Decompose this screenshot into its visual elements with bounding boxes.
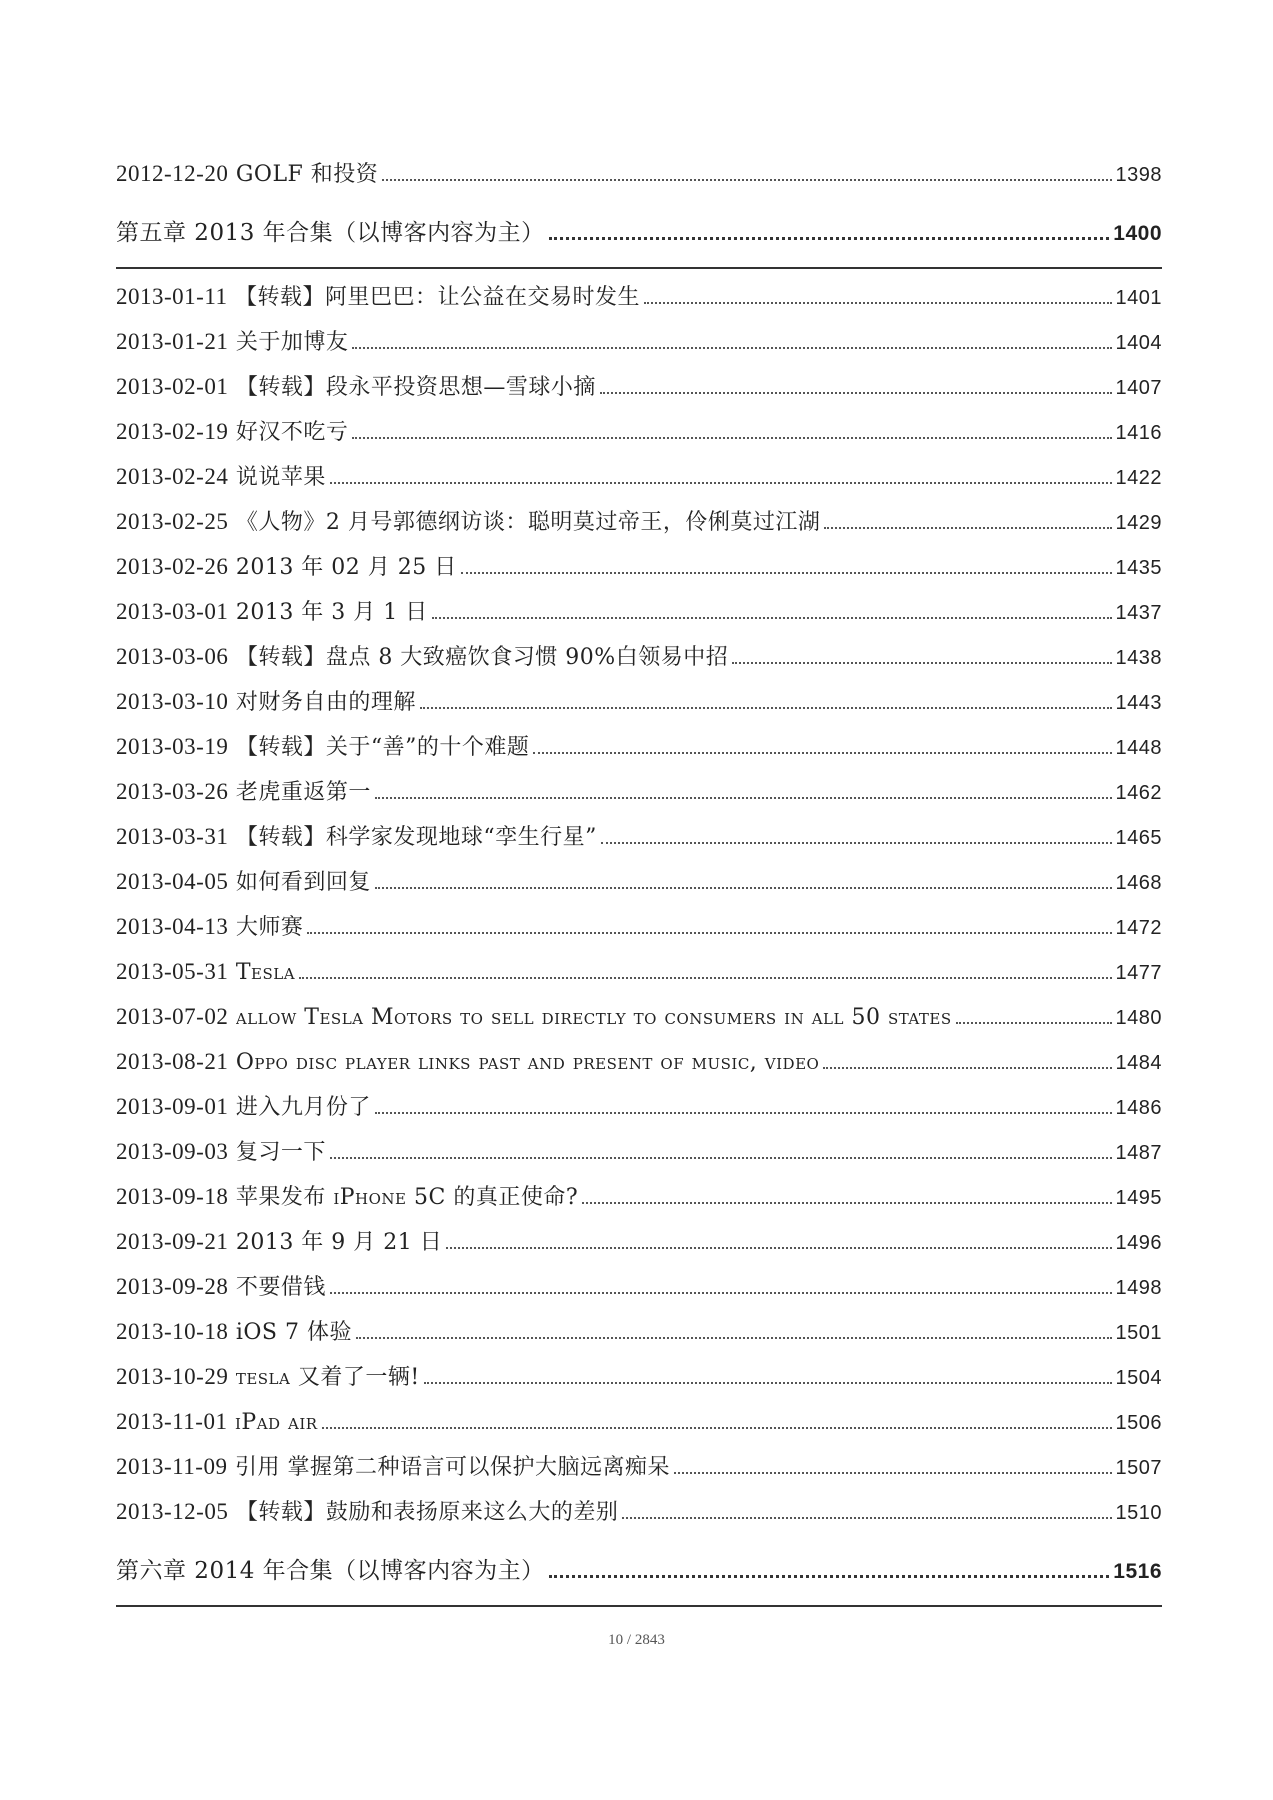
toc-entry[interactable] xyxy=(116,1363,1162,1408)
toc-entry-date: 2013-04-13 xyxy=(116,914,229,939)
toc-dot-leader xyxy=(644,302,1112,304)
toc-page-number: 1495 xyxy=(1115,1187,1162,1209)
toc-dot-leader xyxy=(823,1067,1111,1069)
toc-dot-leader xyxy=(330,1157,1112,1159)
toc-page-number: 1435 xyxy=(1115,557,1162,579)
toc-chapter-title: 第五章 2013 年合集（以博客内容为主） xyxy=(116,220,545,246)
toc-dot-leader xyxy=(375,797,1112,799)
toc-page-number: 1401 xyxy=(1115,287,1162,309)
toc-entry-date: 2013-09-28 xyxy=(116,1274,229,1299)
toc-entry-date: 2013-02-24 xyxy=(116,464,229,489)
toc-entry[interactable] xyxy=(116,1318,1162,1363)
toc-dot-leader xyxy=(549,237,1110,240)
toc-entry-date: 2013-03-19 xyxy=(116,734,229,759)
toc-entry-spacer xyxy=(228,644,236,672)
toc-entry-spacer xyxy=(228,914,236,942)
toc-entry-date: 2013-03-01 xyxy=(116,599,229,624)
toc-page-number: 1484 xyxy=(1115,1052,1162,1074)
toc-entry[interactable] xyxy=(116,418,1162,463)
toc-entry-title: 《人物》2 月号郭德纲访谈：聪明莫过帝王，伶俐莫过江湖 xyxy=(235,510,821,535)
toc-entry-title: 【转载】科学家发现地球“孪生行星” xyxy=(235,825,597,850)
toc-page-number: 1507 xyxy=(1115,1457,1162,1479)
toc-entry-date: 2013-09-21 xyxy=(116,1229,229,1254)
toc-dot-leader xyxy=(299,977,1111,979)
toc-entry-spacer xyxy=(227,1454,235,1482)
toc-chapter-heading[interactable] xyxy=(116,219,1162,269)
toc-page-number: 1498 xyxy=(1115,1277,1162,1299)
toc-chapter-heading[interactable] xyxy=(116,1557,1162,1607)
table-of-contents xyxy=(116,160,1162,1621)
toc-page-number: 1429 xyxy=(1115,512,1162,534)
toc-entry-date: 2013-02-01 xyxy=(116,374,229,399)
toc-dot-leader xyxy=(420,707,1112,709)
toc-page-number: 1448 xyxy=(1115,737,1162,759)
toc-dot-leader xyxy=(461,572,1112,574)
toc-entry-title: 如何看到回复 xyxy=(235,870,371,895)
toc-entry-spacer xyxy=(228,869,236,897)
toc-entry[interactable] xyxy=(116,373,1162,418)
toc-entry-date: 2013-05-31 xyxy=(116,959,229,984)
toc-entry-title: Oppo disc player links past and present of music, video xyxy=(235,1050,820,1075)
toc-page-number: 1462 xyxy=(1115,782,1162,804)
toc-entry-title: iOS 7 体验 xyxy=(235,1320,352,1345)
toc-entry-spacer xyxy=(228,1364,236,1392)
toc-dot-leader xyxy=(549,1575,1110,1578)
toc-entry-title: GOLF 和投资 xyxy=(235,162,379,187)
toc-chapter-title: 第六章 2014 年合集（以博客内容为主） xyxy=(116,1558,545,1584)
toc-entry-spacer xyxy=(227,1409,235,1437)
toc-entry-date: 2013-09-01 xyxy=(116,1094,229,1119)
toc-entry[interactable] xyxy=(116,958,1162,1003)
toc-entry-spacer xyxy=(228,419,236,447)
toc-entry[interactable] xyxy=(116,1273,1162,1318)
toc-entry-title: 苹果发布 iPhone 5C 的真正使命? xyxy=(235,1185,579,1210)
toc-dot-leader xyxy=(432,617,1112,619)
toc-entry-spacer xyxy=(228,374,236,402)
toc-entry[interactable] xyxy=(116,1048,1162,1093)
toc-page-number: 1407 xyxy=(1115,377,1162,399)
toc-entry[interactable] xyxy=(116,1003,1162,1048)
toc-dot-leader xyxy=(674,1472,1112,1474)
toc-entry-title: 【转载】盘点 8 大致癌饮食习惯 90%白领易中招 xyxy=(235,645,729,670)
toc-entry[interactable] xyxy=(116,598,1162,643)
toc-entry-date: 2013-02-26 xyxy=(116,554,229,579)
toc-page-number: 1468 xyxy=(1115,872,1162,894)
toc-entry-date: 2013-09-18 xyxy=(116,1184,229,1209)
toc-entry-title: iPad air xyxy=(234,1410,318,1435)
toc-page-number: 1487 xyxy=(1115,1142,1162,1164)
toc-entry-date: 2013-03-26 xyxy=(116,779,229,804)
toc-entry-title: tesla 又着了一辆! xyxy=(235,1365,420,1390)
toc-dot-leader xyxy=(352,347,1111,349)
toc-page-number: 1400 xyxy=(1113,222,1162,245)
toc-dot-leader xyxy=(600,392,1112,394)
toc-dot-leader xyxy=(533,752,1111,754)
toc-entry-spacer xyxy=(228,554,236,582)
toc-page-number: 1416 xyxy=(1115,422,1162,444)
toc-entry-date: 2013-02-25 xyxy=(116,509,229,534)
toc-entry-date: 2013-07-02 xyxy=(116,1004,229,1029)
toc-entry-spacer xyxy=(227,284,235,312)
toc-entry-spacer xyxy=(228,599,236,627)
toc-page-number: 1404 xyxy=(1115,332,1162,354)
toc-page-number: 1480 xyxy=(1115,1007,1162,1029)
toc-entry[interactable] xyxy=(116,508,1162,553)
toc-dot-leader xyxy=(824,527,1111,529)
toc-dot-leader xyxy=(446,1247,1111,1249)
toc-entry-spacer xyxy=(228,1184,236,1212)
toc-entry[interactable] xyxy=(116,643,1162,688)
toc-page-number: 1510 xyxy=(1115,1502,1162,1524)
toc-entry-date: 2013-12-05 xyxy=(116,1499,229,1524)
toc-entry-date: 2013-03-06 xyxy=(116,644,229,669)
toc-entry[interactable] xyxy=(116,823,1162,868)
toc-page-number: 1438 xyxy=(1115,647,1162,669)
toc-entry-title: 说说苹果 xyxy=(235,465,326,490)
toc-entry-spacer xyxy=(228,689,236,717)
toc-entry[interactable] xyxy=(116,283,1162,328)
toc-entry-title: 关于加博友 xyxy=(235,330,349,355)
toc-dot-leader xyxy=(424,1382,1112,1384)
toc-page-number: 1516 xyxy=(1113,1560,1162,1583)
toc-entry-title: allow Tesla Motors to sell directly to consumers in all 50 states xyxy=(235,1005,952,1030)
toc-entry-title: 【转载】鼓励和表扬原来这么大的差别 xyxy=(235,1500,619,1525)
toc-entry[interactable] xyxy=(116,688,1162,733)
toc-entry-date: 2013-11-09 xyxy=(116,1454,228,1479)
toc-entry-date: 2013-10-29 xyxy=(116,1364,229,1389)
toc-entry-title: 2013 年 3 月 1 日 xyxy=(235,600,428,625)
toc-dot-leader xyxy=(382,179,1111,181)
toc-dot-leader xyxy=(375,1112,1112,1114)
toc-entry-date: 2013-09-03 xyxy=(116,1139,229,1164)
toc-entry-spacer xyxy=(228,1049,236,1077)
toc-entry-spacer xyxy=(228,1004,236,1032)
toc-entry-date: 2013-08-21 xyxy=(116,1049,229,1074)
toc-entry-title: 大师赛 xyxy=(235,915,304,940)
toc-page-number: 1501 xyxy=(1115,1322,1162,1344)
toc-entry-title: 2013 年 9 月 21 日 xyxy=(235,1230,443,1255)
toc-entry-spacer xyxy=(228,329,236,357)
toc-page-number: 1472 xyxy=(1115,917,1162,939)
toc-entry-title: 不要借钱 xyxy=(235,1275,326,1300)
toc-entry-title: 复习一下 xyxy=(235,1140,326,1165)
toc-page-number: 1504 xyxy=(1115,1367,1162,1389)
toc-entry-spacer xyxy=(228,734,236,762)
toc-entry-date: 2013-01-11 xyxy=(116,284,228,309)
toc-dot-leader xyxy=(330,1292,1112,1294)
toc-dot-leader xyxy=(352,437,1111,439)
toc-entry[interactable] xyxy=(116,553,1162,598)
toc-entry-title: 【转载】段永平投资思想—雪球小摘 xyxy=(235,375,596,400)
toc-entry-title: 引用 掌握第二种语言可以保护大脑远离痴呆 xyxy=(234,1455,670,1480)
toc-entry-spacer xyxy=(228,1274,236,1302)
toc-dot-leader xyxy=(375,887,1112,889)
toc-entry-date: 2013-04-05 xyxy=(116,869,229,894)
toc-entry-title: 【转载】关于“善”的十个难题 xyxy=(235,735,530,760)
toc-entry-date: 2013-01-21 xyxy=(116,329,229,354)
toc-entry-spacer xyxy=(228,824,236,852)
toc-page-number: 1398 xyxy=(1115,164,1162,186)
toc-entry[interactable] xyxy=(116,1138,1162,1183)
toc-dot-leader xyxy=(356,1337,1112,1339)
toc-entry[interactable] xyxy=(116,1498,1162,1543)
toc-entry-spacer xyxy=(228,161,236,189)
toc-entry-date: 2013-11-01 xyxy=(116,1409,228,1434)
toc-entry[interactable] xyxy=(116,913,1162,958)
toc-entry-spacer xyxy=(228,959,236,987)
toc-dot-leader xyxy=(622,1517,1111,1519)
toc-entry-title: 【转载】阿里巴巴：让公益在交易时发生 xyxy=(234,285,640,310)
toc-entry-date: 2013-10-18 xyxy=(116,1319,229,1344)
toc-page-number: 1486 xyxy=(1115,1097,1162,1119)
toc-page-number: 1422 xyxy=(1115,467,1162,489)
toc-entry-spacer xyxy=(228,509,236,537)
toc-entry-spacer xyxy=(228,779,236,807)
toc-entry-title: 进入九月份了 xyxy=(235,1095,371,1120)
toc-entry-date: 2013-02-19 xyxy=(116,419,229,444)
toc-entry-date: 2013-03-31 xyxy=(116,824,229,849)
toc-entry-title: 好汉不吃亏 xyxy=(235,420,349,445)
toc-page-number: 1496 xyxy=(1115,1232,1162,1254)
toc-entry[interactable] xyxy=(116,463,1162,508)
toc-dot-leader xyxy=(582,1202,1111,1204)
page-number-footer: 10 / 2843 xyxy=(608,1632,665,1648)
toc-dot-leader xyxy=(601,842,1112,844)
toc-dot-leader xyxy=(330,482,1112,484)
toc-entry[interactable] xyxy=(116,733,1162,778)
toc-entry-spacer xyxy=(228,1499,236,1527)
toc-entry[interactable] xyxy=(116,160,1162,205)
toc-page-number: 1437 xyxy=(1115,602,1162,624)
toc-entry-spacer xyxy=(228,1094,236,1122)
toc-dot-leader xyxy=(322,1427,1112,1429)
toc-entry-title: 老虎重返第一 xyxy=(235,780,371,805)
toc-page-number: 1465 xyxy=(1115,827,1162,849)
toc-entry[interactable] xyxy=(116,778,1162,823)
toc-entry-spacer xyxy=(228,1229,236,1257)
toc-entry-title: 对财务自由的理解 xyxy=(235,690,416,715)
toc-entry[interactable] xyxy=(116,1228,1162,1273)
toc-entry-spacer xyxy=(228,464,236,492)
toc-entry[interactable] xyxy=(116,1408,1162,1453)
toc-page-number: 1477 xyxy=(1115,962,1162,984)
toc-page-number: 1443 xyxy=(1115,692,1162,714)
toc-entry-spacer xyxy=(228,1319,236,1347)
toc-dot-leader xyxy=(732,662,1111,664)
toc-entry-title: 2013 年 02 月 25 日 xyxy=(235,555,457,580)
toc-entry-date: 2013-03-10 xyxy=(116,689,229,714)
toc-page-number: 1506 xyxy=(1115,1412,1162,1434)
toc-entry[interactable] xyxy=(116,1093,1162,1138)
toc-entry-spacer xyxy=(228,1139,236,1167)
toc-entry[interactable] xyxy=(116,328,1162,373)
toc-entry-title: Tesla xyxy=(235,960,296,985)
toc-entry[interactable] xyxy=(116,1183,1162,1228)
toc-entry[interactable] xyxy=(116,868,1162,913)
toc-dot-leader xyxy=(307,932,1111,934)
toc-entry[interactable] xyxy=(116,1453,1162,1498)
toc-entry-date: 2012-12-20 xyxy=(116,161,229,186)
toc-dot-leader xyxy=(956,1022,1112,1024)
